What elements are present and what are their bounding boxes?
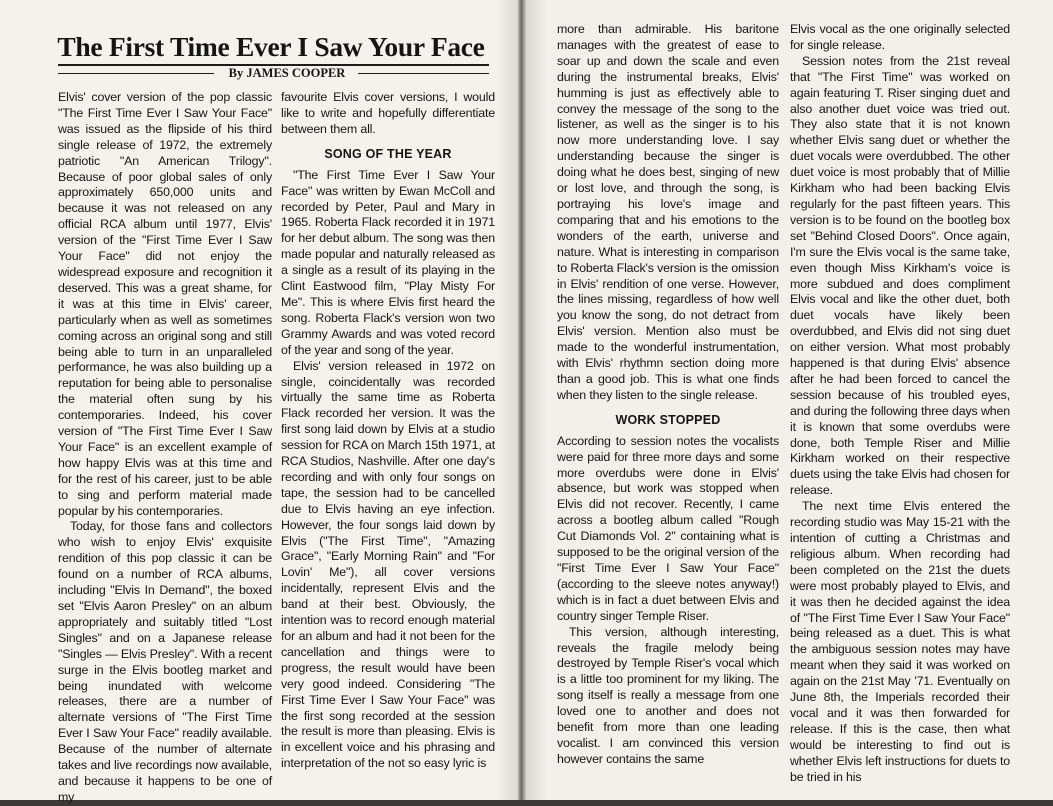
article-title: The First Time Ever I Saw Your Face [57, 31, 485, 62]
byline: By JAMES COOPER [228, 66, 346, 80]
section-heading-song-of-the-year: SONG OF THE YEAR [324, 146, 452, 161]
book-gutter [518, 0, 526, 800]
paragraph: Elvis' cover version of the pop classic "The First Time Ever I Saw Your Face" was issued as the flipside of his third single release of 1972, the extremely patriotic "An American Trilogy". Because of poor global sales of only approximately 650,000 units and because it was not released on any official RCA album until 1977, Elvis' version of the "First Time Ever I Saw Your Face" did not enjoy the widespread exposure and recognition it deserved. This was a great shame, for it was at this time in Elvis' career, particularly when as well as sometimes coming across an original song and still being able to turn in an unparalleled performance, he was also building up a reputation for being able to personalise the material often sung by his contemporaries. Indeed, his cover version of "The First Time Ever I Saw Your Face" is an excellent example of how happy Elvis was at this time and for the rest of his career, just to be able to sing and perform material made popular by his contemporaries. [58, 90, 272, 518]
column-4 [790, 22, 1010, 786]
column-2 [281, 90, 495, 772]
paragraph: Elvis' version released in 1972 on single, coincidentally was recorded virtually the same time as Roberta Flack recorded her version. It was the first song laid down by Elvis at a studio session for RCA on March 15th 1971, at RCA Studios, Nashville. After one day's recording and with only four songs on tape, the session had to be cancelled due to Elvis having an eye infection. However, the four songs laid down by Elvis ("The First Time", "Amazing Grace", "Early Morning Rain" and "For Lovin' Me"), all cover versions incidentally, represent Elvis and the band at their best. Obviously, the intention was to record enough material for an album and had it not been for the cancellation and things were to progress, the result would have been very good indeed. Considering "The First Time Ever I Saw Your Face" was the first song recorded at the session the result is more than pleasing. Elvis is in excellent voice and his phrasing and interpretation of the not so easy lyric is [281, 358, 496, 771]
paragraph: Session notes from the 21st reveal that "The First Time" was worked on again featuring T. Riser singing duet and also another duet voice was tried out. They also state that it is not known whether Elvis sang duet or whether the duet vocals were overdubbed. The other duet voice is most probably that of Millie Kirkham who had been backing Elvis regularly for the past fifteen years. This version is to be found on the bootleg box set "Behind Closed Doors". Once again, I'm sure the Elvis vocal is the same take, even though Miss Kirkham's voice is more subdued and does compliment Elvis vocal and like the other duet, both duet vocals have likely been overdubbed, and Elvis did not sing duet on either version. What most probably happened is that during Elvis' absence after he had been forced to cancel the session because of his troubled eyes, and during the following three days when it is known that some overdubs were done, both Temple Riser and Millie Kirkham worked on their respective duets using the take Elvis had chosen for release. [790, 53, 1010, 498]
paragraph: more than admirable. His baritone manages with the greatest of ease to soar up and down the scale and even during the instrumental breaks, Elvis' humming is just as effectively able to convey the message of the song to the listener, as well as the singer is to his now more understanding love. I say understanding because the singer is doing what he does best, singing of new or lost love, and through the song, is portraying his love's image and comparing that and his emotions to the wonders of the earth, universe and nature. What is interesting in comparison to Roberta Flack's version is the omission in Elvis' rendition of one verse. However, the lines missing, regardless of how well you know the song, do not detract from Elvis' version. Mention also must be made to the wonderful instrumentation, with Elvis' rhythmn section doing more than a good job. This is what one finds when they listen to the single release. [557, 22, 779, 402]
byline-rule-left [58, 73, 214, 74]
page-shadow [496, 0, 518, 800]
section-heading-work-stopped: WORK STOPPED [615, 412, 721, 427]
paragraph: favourite Elvis cover versions, I would like to write and hopefully differentiate between them all. [281, 90, 495, 136]
paragraph: This version, although interesting, reveals the fragile melody being destroyed by Temple Riser's vocal which is a little too prominent for my liking. The song itself is really a message from one loved one to another and does not benefit from more than one leading vocalist. I am convinced this version however contains the same [557, 624, 779, 766]
paragraph: "The First Time Ever I Saw Your Face" was written by Ewan McColl and recorded by Peter, Paul and Mary in 1965. Roberta Flack recorded it in 1971 for her debut album. The song was then made popular and naturally released as a single as a result of its playing in the Clint Eastwood film, "Play Misty For Me". This is where Elvis first heard the song. Roberta Flack's version won two Grammy Awards and was voted record of the year and song of the year. [281, 167, 495, 357]
byline-rule-right [358, 73, 489, 74]
page-shadow [526, 0, 548, 800]
paragraph: Today, for those fans and collectors who wish to enjoy Elvis' exquisite rendition of this pop classic it can be found on a number of RCA albums, including "Elvis In Demand", the boxed set "Elvis Aaron Presley" on an album appropriately and suitably titled "Lost Singles" and on a Japanese release "Singles — Elvis Presley". With a recent surge in the Elvis bootleg market and being inundated with welcome releases, there are a number of alternate versions of "The First Time Ever I Saw Your Face" readily available. Because of the number of alternate takes and live recordings now available, and because it happens to be one of my [58, 519, 272, 804]
column-3 [557, 22, 779, 768]
paragraph: The next time Elvis entered the recording studio was May 15-21 with the intention of cutting a Christmas and religious album. When recording had been completed on the 21st the duets were most probably played to Elvis, and it was then he decided against the idea of "The First Time Ever I Saw Your Face" being released as a duet. This is what the ambiguous session notes may have meant when they said it was worked on again on the 21st May '71. Eventually on June 8th, the Imperials recorded their vocal and it was then forwarded for release. If this is the case, then what would be interesting to find out is whether Elvis left instructions for duets to be tried in his [790, 499, 1010, 784]
paragraph: Elvis vocal as the one originally selected for single release. [790, 22, 1010, 52]
paragraph: According to session notes the vocalists were paid for three more days and some more overdubs were done in Elvis' absence, but work was stopped when Elvis did not recover. Recently, I came across a bootleg album called "Rough Cut Diamonds Vol. 2" containing what is supposed to be the original version of the "First Time Ever I Saw Your Face" (according to the sleeve notes anyway!) which is in fact a duet between Elvis and country singer Temple Riser. [557, 433, 779, 623]
column-1 [58, 90, 272, 806]
